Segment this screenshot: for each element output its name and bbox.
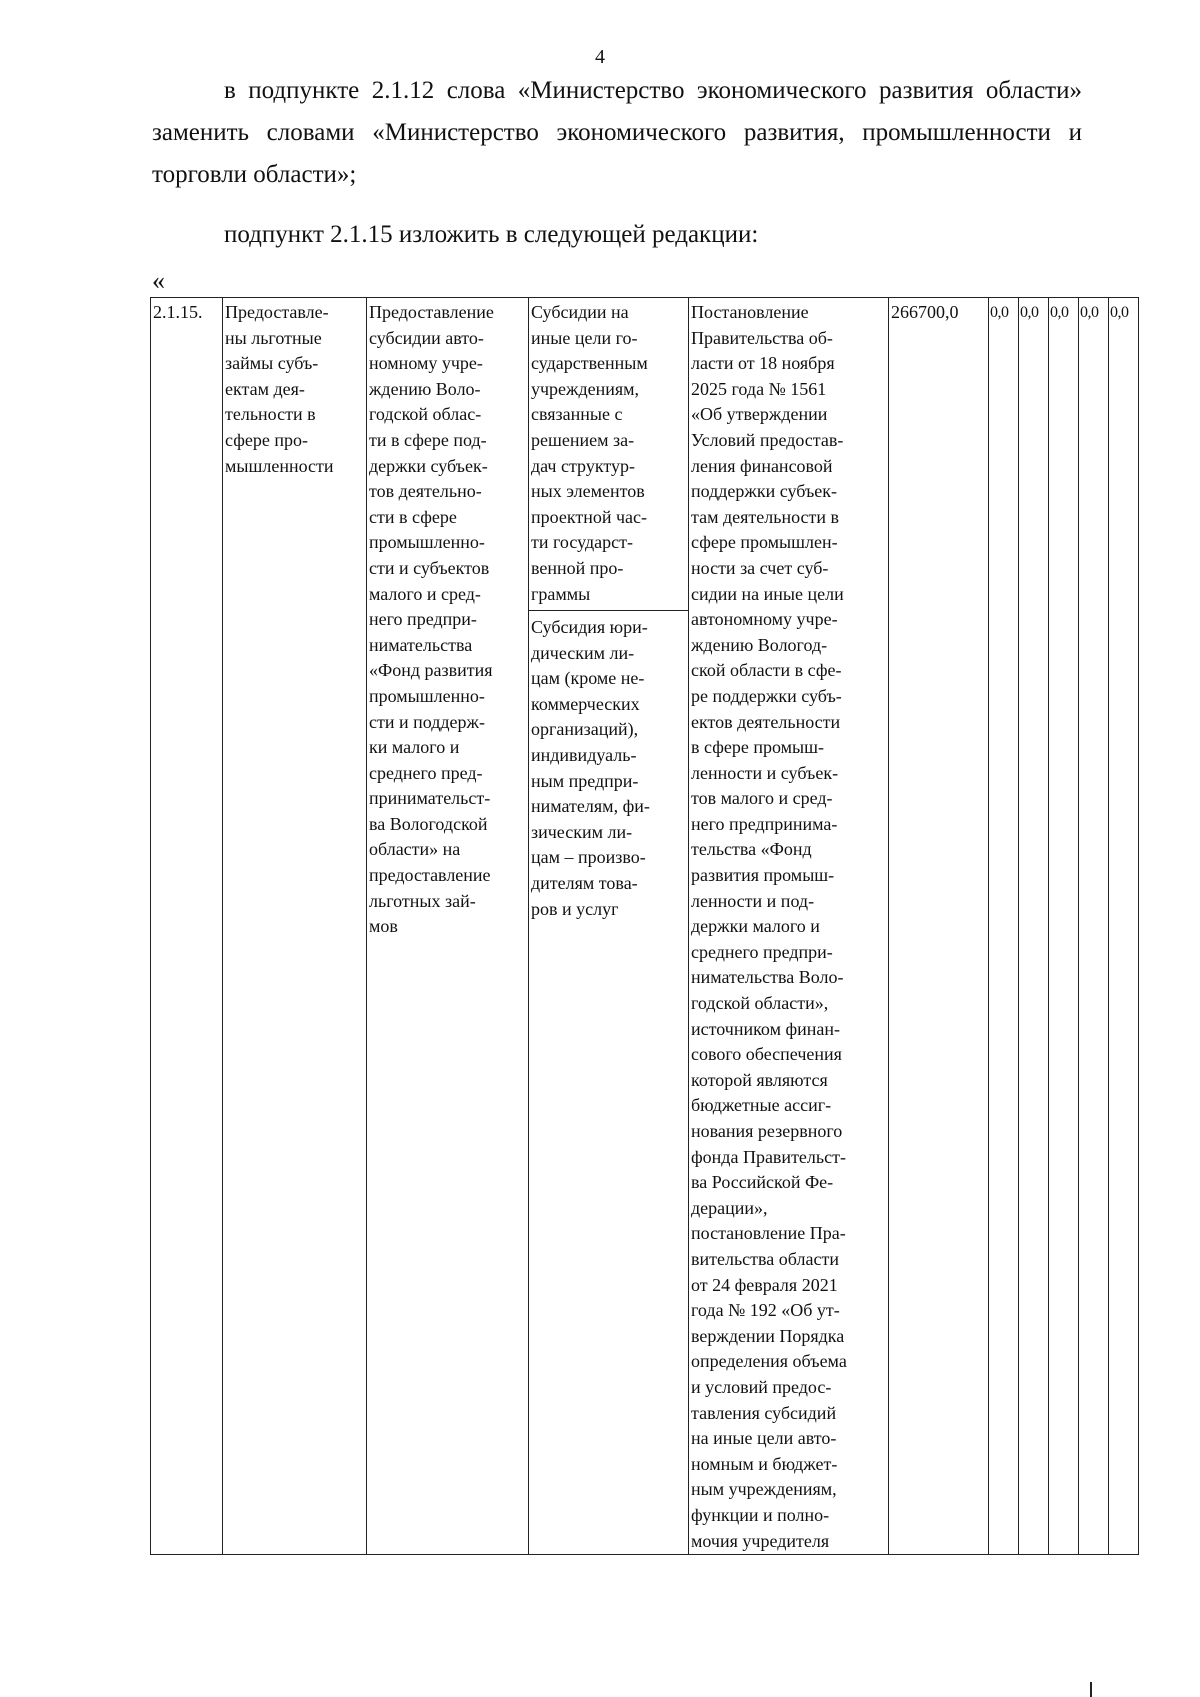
text-line: ности за счет суб-	[691, 557, 829, 578]
text-line: дерации»,	[691, 1197, 768, 1218]
text-line: ленности и субъек-	[691, 762, 839, 783]
text-line: ным учреждениям,	[691, 1479, 837, 1500]
text-line: дическим ли-	[531, 642, 635, 663]
text-line: ления финансовой	[691, 455, 833, 476]
text-line: ектам дея-	[225, 378, 305, 399]
text-line: промышленно-	[369, 532, 485, 553]
opening-quote: «	[152, 266, 165, 295]
text-line: нимательства Воло-	[691, 967, 844, 988]
text-line: займы субъ-	[225, 353, 319, 374]
text-line: которой являются	[691, 1069, 828, 1090]
text-line: сти и поддерж-	[369, 711, 485, 732]
text-line: тов малого и сред-	[691, 788, 833, 809]
cell-code: 2.1.15.	[151, 298, 223, 1555]
text-line: там деятельности в	[691, 506, 840, 527]
paragraph-amendment-2-1-12: в подпункте 2.1.12 слова «Министерство экономического развития области» заменить словами «Министерство экономического развития, промышленности и торговли области»;	[152, 77, 1082, 188]
text-line: сового обеспечения	[691, 1044, 842, 1065]
text-line: постановление Пра-	[691, 1223, 846, 1244]
text-line: держки малого и	[691, 916, 820, 937]
page-number: 4	[595, 46, 605, 68]
text-line: учреждениям,	[531, 378, 640, 399]
text-line: Постановление	[691, 302, 809, 322]
text-line: годской области»,	[691, 993, 829, 1014]
text-line: ской области в сфе-	[691, 660, 842, 681]
paragraph-amendment-2-1-15: подпункт 2.1.15 изложить в следующей редакции:	[224, 221, 759, 248]
text-line: ждению Вологод-	[691, 634, 828, 655]
text-line: Условий предостав-	[691, 429, 844, 450]
text-line: функции и полно-	[691, 1504, 830, 1525]
text-line: ти в сфере под-	[369, 429, 487, 450]
text-line: субсидии авто-	[369, 327, 484, 348]
text-line: мышленности	[225, 455, 334, 476]
text-line: коммерческих	[531, 693, 640, 714]
text-line: мов	[369, 916, 398, 937]
text-line: среднего пред-	[369, 762, 483, 783]
text-line: дач структур-	[531, 455, 635, 476]
text-line: ласти от 18 ноября	[691, 353, 835, 374]
text-line: и условий предос-	[691, 1376, 832, 1397]
text-line: цам – произво-	[531, 847, 646, 868]
text-line: граммы	[531, 583, 591, 604]
text-line: номному учре-	[369, 353, 483, 374]
text-line: Субсидия юри-	[531, 617, 648, 637]
cell-zero-1: 0,0	[989, 298, 1019, 1555]
text-line: индивидуаль-	[531, 744, 637, 765]
text-line: фонда Правительст-	[691, 1146, 846, 1167]
text-line: годской облас-	[369, 404, 482, 425]
subprogram-table	[150, 297, 1139, 1555]
cell-result-description	[367, 298, 529, 1555]
cell-zero-3: 0,0	[1049, 298, 1079, 1555]
text-line: решением за-	[531, 429, 635, 450]
text-line: тов деятельно-	[369, 481, 482, 502]
text-line: держки субъек-	[369, 455, 488, 476]
text-line: в сфере промыш-	[691, 737, 824, 758]
text-line: него предпринима-	[691, 813, 838, 834]
table-row	[151, 298, 1139, 1555]
text-line: автономному учре-	[691, 609, 838, 630]
text-line: верждении Порядка	[691, 1325, 845, 1346]
text-line: тавления субсидий	[691, 1402, 837, 1423]
text-line: ти государст-	[531, 532, 633, 553]
legal-basis-text	[691, 300, 886, 1554]
text-line: ва Вологодской	[369, 813, 488, 834]
text-line: тельности в	[225, 404, 316, 425]
text-line: сти в сфере	[369, 506, 457, 527]
text-line: тельства «Фонд	[691, 839, 812, 860]
cell-zero-2: 0,0	[1019, 298, 1049, 1555]
text-line: источником финан-	[691, 1018, 841, 1039]
text-line: предоставление	[369, 865, 491, 886]
text-line: 2025 года № 1561	[691, 378, 827, 399]
text-line: зическим ли-	[531, 821, 633, 842]
text-line: ленности и под-	[691, 890, 815, 911]
text-line: сфере про-	[225, 429, 308, 450]
subsidy-type-legal-entities	[529, 611, 688, 922]
text-line: сидии на иные цели	[691, 583, 844, 604]
cell-subsidy-types	[529, 298, 689, 1555]
text-line: него предпри-	[369, 609, 477, 630]
text-line: сти и субъектов	[369, 557, 490, 578]
cell-zero-5: 0,0	[1109, 298, 1139, 1555]
text-line: малого и сред-	[369, 583, 481, 604]
text-line: от 24 февраля 2021	[691, 1274, 838, 1295]
result-description-text	[369, 300, 526, 940]
text-line: нимателям, фи-	[531, 796, 650, 817]
text-line: Предоставление	[369, 302, 494, 322]
text-line: цам (кроме не-	[531, 668, 645, 689]
text-line: среднего предпри-	[691, 941, 833, 962]
text-line: ров и услуг	[531, 898, 619, 919]
scan-corner-mark	[1090, 1682, 1092, 1697]
text-line: нования резервного	[691, 1121, 843, 1141]
cell-zero-4: 0,0	[1079, 298, 1109, 1555]
text-line: проектной час-	[531, 506, 648, 527]
text-line: льготных зай-	[369, 890, 476, 911]
text-line: «Об утверждении	[691, 404, 828, 425]
text-line: нимательства	[369, 634, 473, 655]
text-line: иные цели го-	[531, 327, 638, 348]
subsidy-type-government-institutions	[529, 298, 688, 611]
text-line: ны льготные	[225, 327, 322, 348]
text-line: мочия учредителя	[691, 1530, 830, 1551]
cell-legal-basis	[689, 298, 889, 1555]
text-line: ектов деятельности	[691, 711, 841, 732]
text-line: ным предпри-	[531, 770, 639, 791]
event-name-text	[225, 300, 364, 479]
text-line: промышленно-	[369, 685, 485, 706]
text-line: определения объема	[691, 1351, 847, 1372]
text-line: номным и бюджет-	[691, 1453, 838, 1474]
cell-event-name	[223, 298, 367, 1555]
text-line: ждению Воло-	[369, 378, 481, 399]
text-line: ре поддержки субъ-	[691, 685, 842, 706]
cell-amount: 266700,0	[889, 298, 989, 1555]
text-line: бюджетные ассиг-	[691, 1095, 832, 1116]
text-line: Субсидии на	[531, 302, 629, 322]
text-line: ки малого и	[369, 737, 460, 758]
text-line: принимательст-	[369, 788, 491, 809]
subsidy-type-a-text	[531, 300, 686, 607]
text-line: ва Российской Фе-	[691, 1172, 834, 1193]
text-line: сфере промышлен-	[691, 532, 838, 553]
text-line: сударственным	[531, 353, 648, 374]
text-line: ных элементов	[531, 481, 645, 502]
text-line: «Фонд развития	[369, 660, 493, 681]
subsidy-type-b-text	[531, 615, 686, 922]
text-line: года № 192 «Об ут-	[691, 1300, 840, 1321]
text-line: организаций),	[531, 719, 639, 740]
text-line: области» на	[369, 839, 461, 860]
text-line: венной про-	[531, 557, 624, 578]
text-line: развития промыш-	[691, 865, 835, 886]
text-line: поддержки субъек-	[691, 481, 837, 502]
text-line: Предоставле-	[225, 302, 329, 322]
text-line: на иные цели авто-	[691, 1428, 837, 1449]
text-line: связанные с	[531, 404, 623, 425]
text-line: дителям това-	[531, 872, 638, 893]
text-line: Правительства об-	[691, 327, 833, 348]
text-line: вительства области	[691, 1248, 839, 1269]
